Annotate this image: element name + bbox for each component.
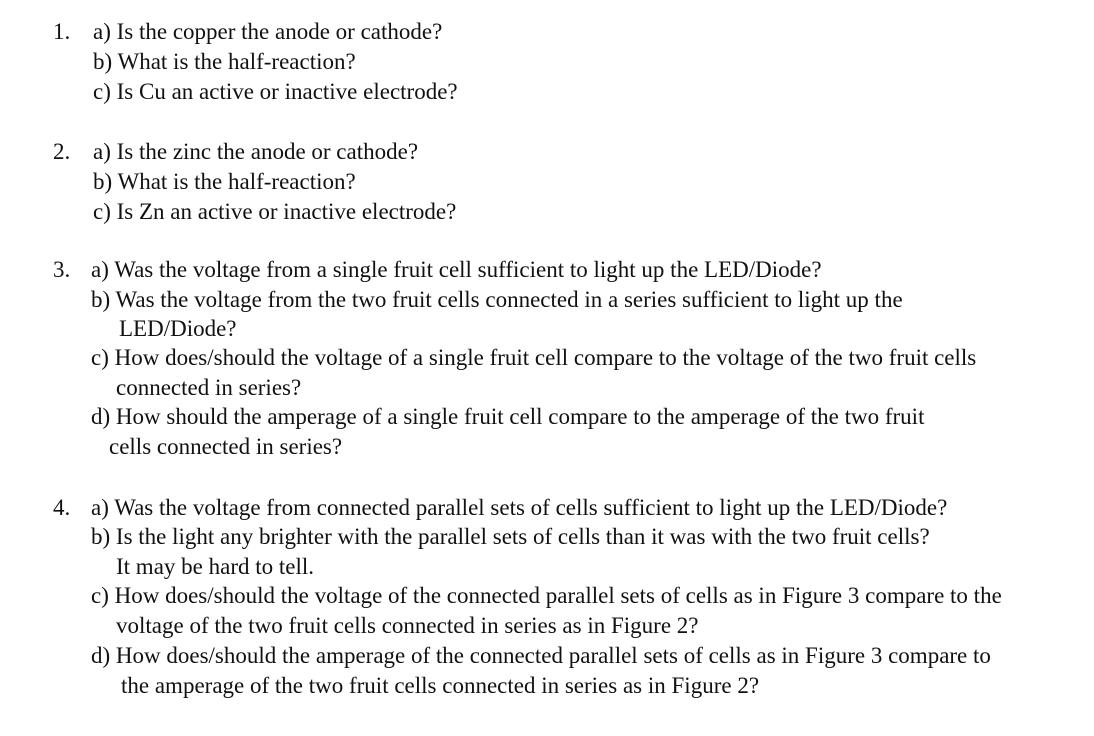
question-4-number: 4. [53, 495, 71, 520]
question-4-line-d-cont: the amperage of the two fruit cells connected in series as in Figure 2? [121, 673, 760, 698]
question-4-line-b: b) Is the light any brighter with the parallel sets of cells than it was with the two fruit cells? [91, 524, 930, 549]
question-2-line-c: c) Is Zn an active or inactive electrode? [93, 199, 457, 224]
question-3-line-d-cont: cells connected in series? [109, 434, 343, 459]
question-3-line-a: a) Was the voltage from a single fruit cell sufficient to light up the LED/Diode? [91, 257, 822, 282]
question-3-line-b: b) Was the voltage from the two fruit cells connected in a series sufficient to light up the [91, 287, 903, 312]
question-1-line-c: c) Is Cu an active or inactive electrode? [93, 79, 458, 104]
question-3-line-c-cont: connected in series? [116, 375, 302, 400]
question-4-line-a: a) Was the voltage from connected parallel sets of cells sufficient to light up the LED/Diode? [91, 495, 948, 520]
question-3-line-c: c) How does/should the voltage of a single fruit cell compare to the voltage of the two fruit cells [91, 345, 977, 370]
question-4-line-d: d) How does/should the amperage of the connected parallel sets of cells as in Figure 3 compare to [91, 643, 991, 668]
question-3-number: 3. [53, 257, 71, 282]
question-2-line-a: a) Is the zinc the anode or cathode? [93, 139, 419, 164]
question-4-line-b-cont: It may be hard to tell. [116, 554, 314, 579]
question-4-line-c: c) How does/should the voltage of the connected parallel sets of cells as in Figure 3 compare to the [91, 583, 1002, 608]
question-1-line-a: a) Is the copper the anode or cathode? [93, 19, 443, 44]
question-4-line-c-cont: voltage of the two fruit cells connected in series as in Figure 2? [116, 613, 699, 638]
question-3-line-b-cont: LED/Diode? [119, 316, 237, 341]
question-3-line-d: d) How should the amperage of a single fruit cell compare to the amperage of the two fruit [91, 404, 925, 429]
question-2-line-b: b) What is the half-reaction? [93, 169, 356, 194]
question-2-number: 2. [53, 139, 71, 164]
question-1-line-b: b) What is the half-reaction? [93, 49, 356, 74]
question-1-number: 1. [53, 19, 71, 44]
